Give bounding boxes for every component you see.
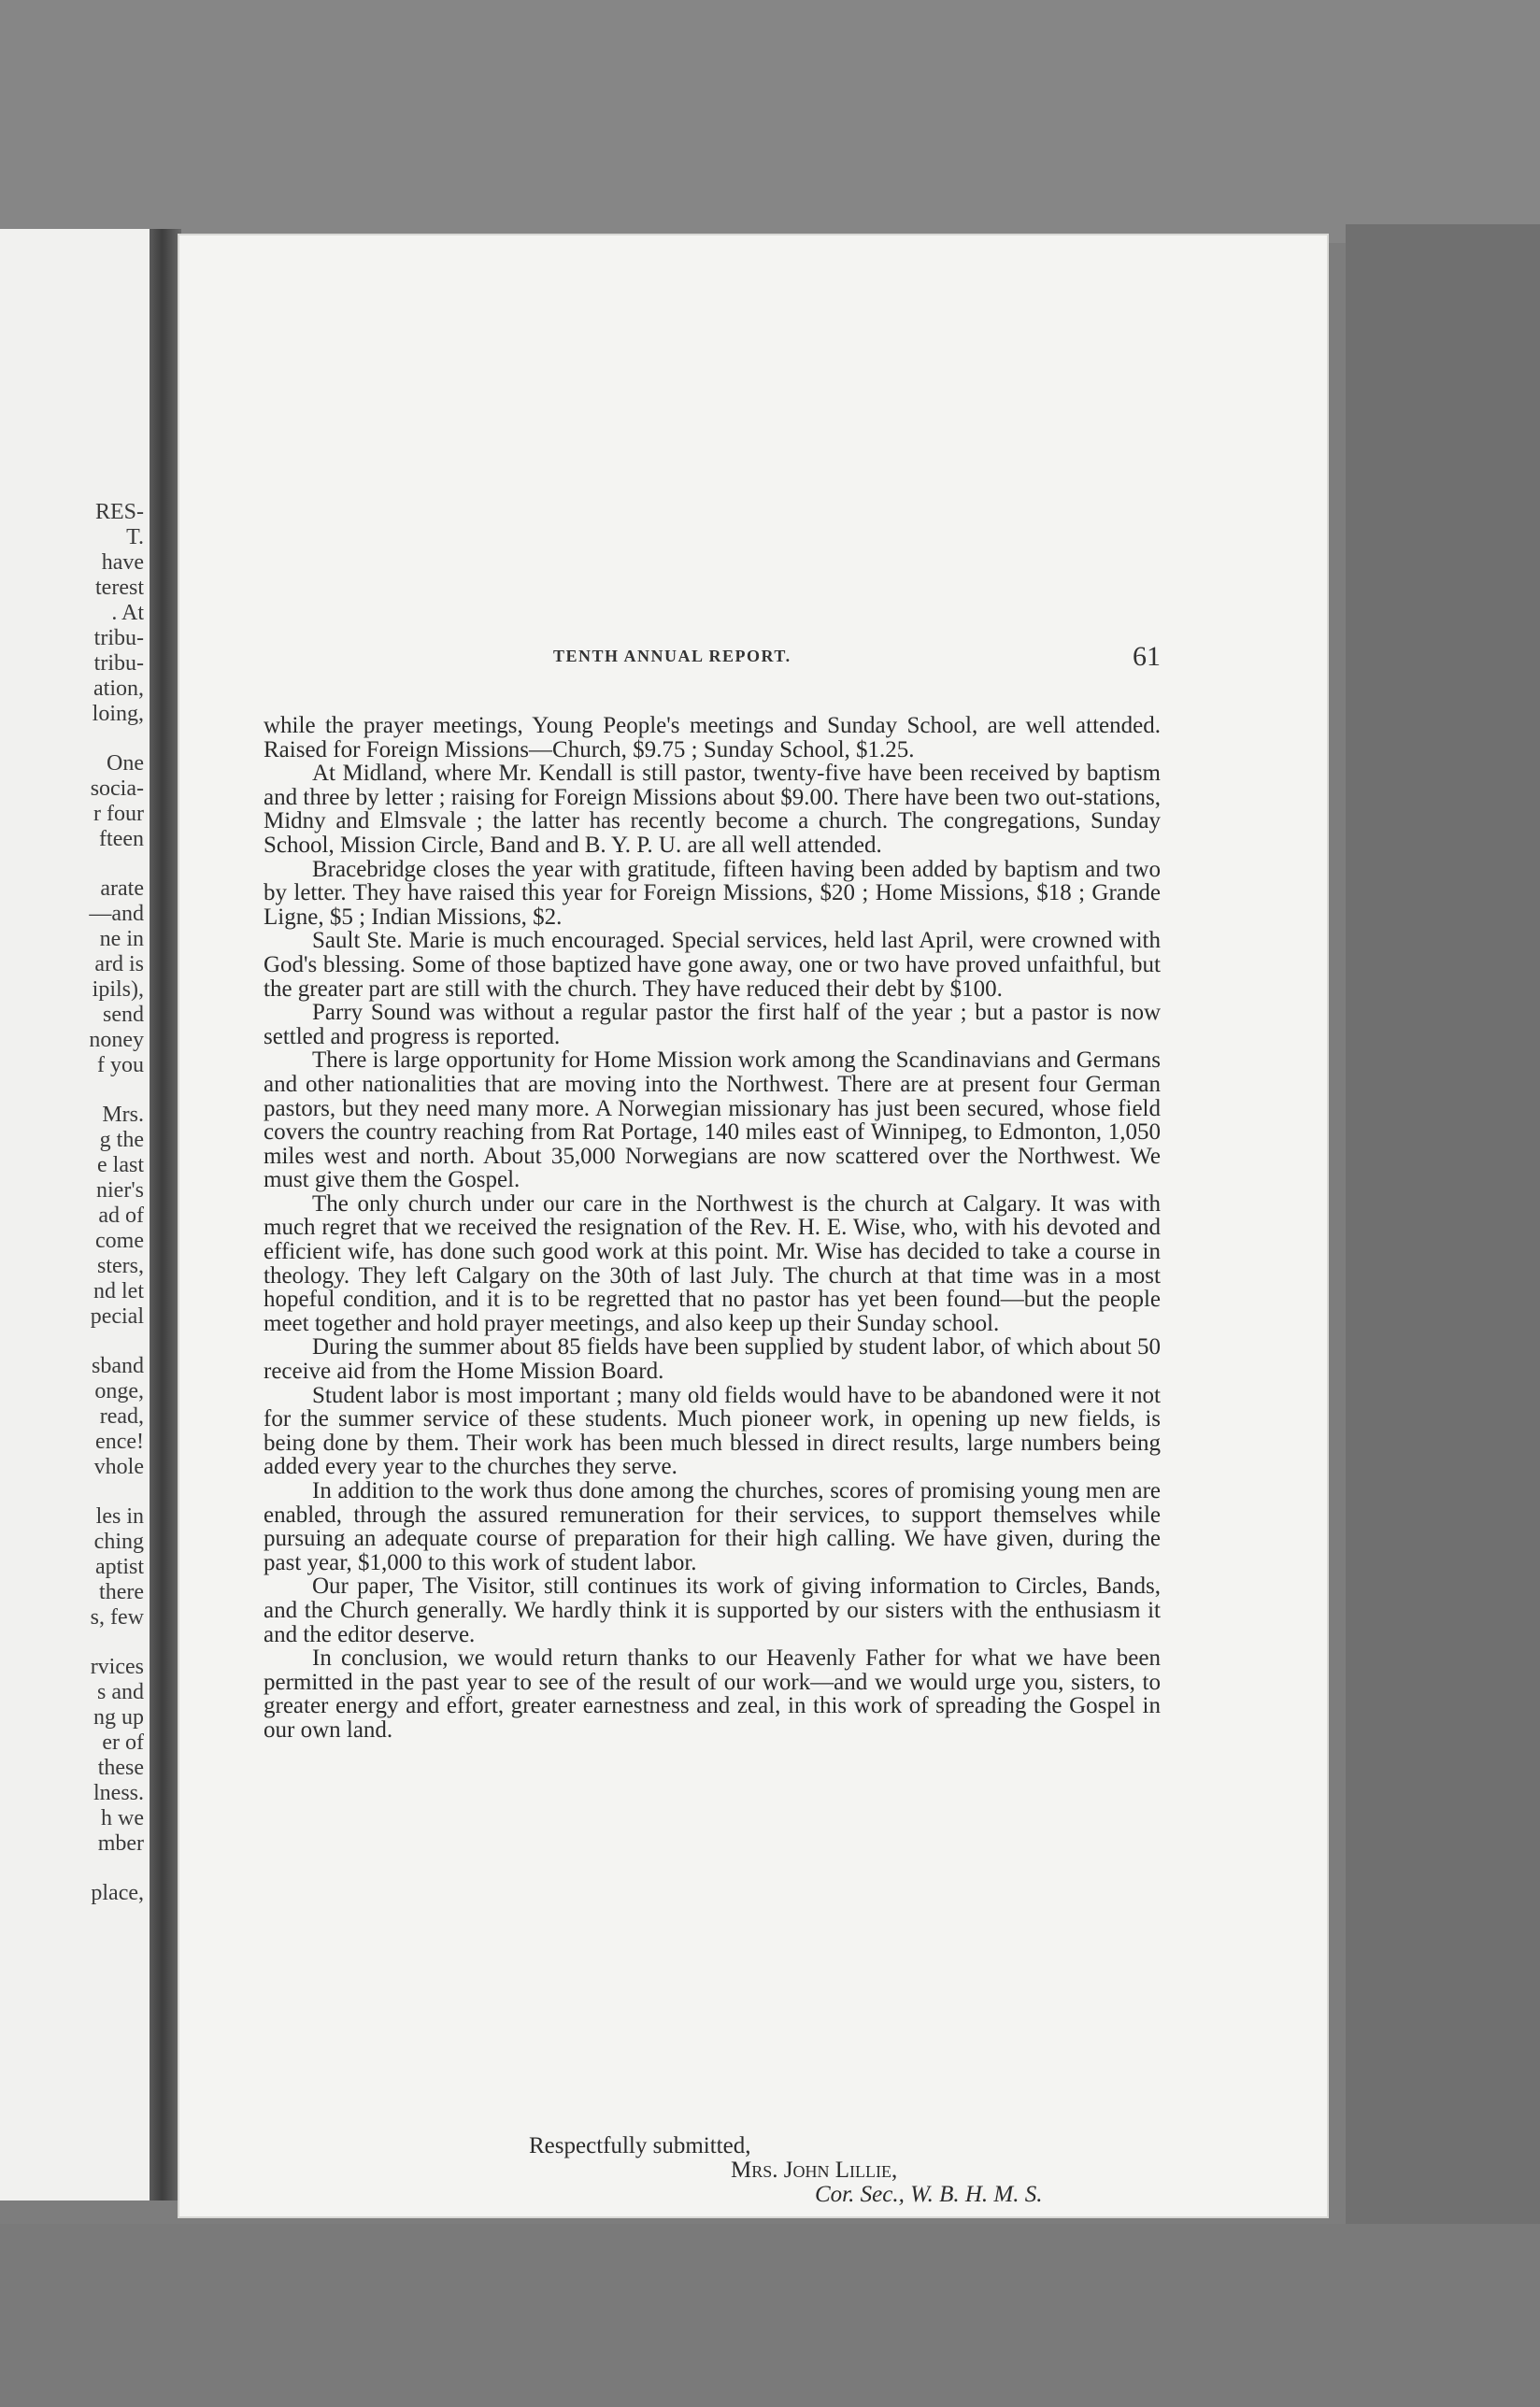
backdrop-top	[0, 0, 1540, 243]
left-page-fragment: lness.	[93, 1781, 144, 1805]
closing-line: Respectfully submitted,	[529, 2133, 751, 2158]
left-page-fragment: ng up	[93, 1705, 144, 1730]
left-page-fragment: —and	[89, 902, 144, 926]
paragraph: In conclusion, we would return thanks to our Heavenly Father for what we have been permitted in the past year to see of the result of our work—and we would urge you, sisters, to greater energy and effort, greater earnestness and zeal, in this work of spreading the Gospel in our own land.	[264, 1645, 1161, 1743]
paragraph: Parry Sound was without a regular pastor the first half of the year ; but a pastor is now settled and progress is reported.	[264, 1000, 1161, 1049]
left-page-fragment: ence!	[95, 1430, 144, 1454]
left-page-fragment: there	[99, 1580, 144, 1604]
left-page-fragment: g the	[99, 1128, 144, 1152]
paragraph: Bracebridge closes the year with gratitude, fifteen having been added by baptism and two by letter. They have raised this year for Foreign Missions, $20 ; Home Missions, $18 ; Grande Ligne, $5 ; Indian Missions, $2.	[264, 856, 1161, 930]
left-facing-page	[0, 229, 157, 2200]
main-page	[179, 235, 1327, 2216]
backdrop-bottom	[0, 2224, 1540, 2407]
left-page-fragment: vhole	[93, 1455, 144, 1479]
left-page-fragment: h we	[101, 1806, 144, 1830]
paragraph: Sault Ste. Marie is much encouraged. Special services, held last April, were crowned with God's blessing. Some of those baptized have gone away, one or two have proved unfaithful, but the greater part are still with the church. They have reduced their debt by $100.	[264, 928, 1161, 1002]
left-page-fragment: these	[97, 1756, 144, 1780]
left-page-fragment: read,	[99, 1404, 144, 1429]
left-page-fragment: loing,	[92, 702, 144, 726]
left-page-fragment: RES-	[94, 500, 144, 524]
left-page-fragment: terest	[95, 576, 144, 600]
left-page-fragment: ard is	[94, 952, 144, 976]
left-page-fragment: come	[95, 1229, 144, 1253]
left-page-fragment: aptist	[95, 1555, 144, 1579]
left-page-fragment: ad of	[98, 1204, 144, 1228]
left-page-fragment: . At	[111, 601, 144, 625]
left-page-fragment: e last	[97, 1153, 144, 1177]
left-page-fragment: ne in	[99, 927, 144, 951]
left-page-fragment: place,	[91, 1881, 144, 1905]
running-head: TENTH ANNUAL REPORT.	[553, 647, 791, 665]
left-page-fragment: s, few	[90, 1605, 144, 1630]
paragraph: During the summer about 85 fields have been supplied by student labor, of which about 50 receive aid from the Home Mission Board.	[264, 1334, 1161, 1385]
left-page-fragment: tribu-	[93, 651, 144, 676]
sign-off	[264, 2134, 1161, 2228]
left-page-fragment: rvices	[90, 1655, 144, 1679]
left-page-fragment: One	[107, 751, 144, 776]
page-header	[179, 641, 1327, 684]
left-page-fragment: pecial	[90, 1304, 144, 1329]
left-page-fragment: noney	[89, 1028, 144, 1052]
left-page-fragment: sband	[92, 1354, 144, 1378]
paragraph: Our paper, The Visitor, still continues its work of giving information to Circles, Bands, and the Church generally. We hardly think it is supported by our sisters with the enthusiasm it and the editor deserve.	[264, 1574, 1161, 1647]
body-text	[264, 713, 1161, 2207]
paragraph: The only church under our care in the Northwest is the church at Calgary. It was with much regret that we received the resignation of the Rev. H. E. Wise, who, with his devoted and efficient wife, has done such good work at this point. Mr. Wise has decided to take a course in theology. They left Calgary on the 30th of last July. The church at that time was in a most hopeful condition, and it is to be regretted that no pastor has yet been found—but the people meet together and hold prayer meetings, and also keep up their Sunday school.	[264, 1190, 1161, 1336]
left-page-fragment: nd let	[93, 1279, 144, 1303]
left-page-fragment: er of	[102, 1730, 144, 1755]
left-page-fragment: mber	[97, 1831, 144, 1856]
page-number: 61	[1133, 641, 1161, 672]
left-page-fragment: socia-	[90, 776, 144, 801]
left-page-fragment: les in	[95, 1504, 144, 1529]
left-page-fragment: r four	[93, 802, 144, 826]
left-page-fragment: Mrs.	[102, 1103, 144, 1127]
left-page-fragment: arate	[100, 876, 144, 901]
left-page-fragment: send	[103, 1003, 144, 1027]
paragraph: At Midland, where Mr. Kendall is still pastor, twenty-five have been received by baptism and three by letter ; raising for Foreign Missions about $9.00. There have been two out-stations, Midny and Elmsvale ; the latter has recently become a church. The congregations, Sunday School, Mission Circle, Band and B. Y. P. U. are all well attended.	[264, 761, 1161, 858]
left-page-fragment: onge,	[94, 1379, 144, 1403]
backdrop-right	[1346, 224, 1540, 2407]
left-page-fragment: ation,	[93, 677, 144, 701]
signature-title: Cor. Sec., W. B. H. M. S.	[815, 2182, 1043, 2207]
book-gutter	[150, 229, 181, 2200]
left-page-fragment: tribu-	[93, 626, 144, 650]
left-page-fragment: nier's	[96, 1178, 144, 1203]
paragraph: while the prayer meetings, Young People's meetings and Sunday School, are well attended. Raised for Foreign Missions—Church, $9.75 ; Sunday School, $1.25.	[264, 713, 1161, 762]
left-page-fragment: fteen	[99, 827, 144, 851]
left-page-fragment: ching	[93, 1530, 144, 1554]
left-page-fragment: s and	[97, 1680, 144, 1704]
left-page-fragment: sters,	[97, 1254, 144, 1278]
paragraph: In addition to the work thus done among the churches, scores of promising young men are enabled, through the assured remuneration for their services, to support themselves while pursuing an adequate course of preparation for their high calling. We have given, during the past year, $1,000 to this work of student labor.	[264, 1478, 1161, 1575]
paragraph: There is large opportunity for Home Mission work among the Scandinavians and Germans and other nationalities that are moving into the Northwest. There are at present four German pastors, but they need many more. A Norwegian missionary has just been secured, whose field covers the country reaching from Rat Portage, 140 miles east of Winnipeg, to Edmonton, 1,050 miles west and north. About 35,000 Norwegians are now scattered over the Northwest. We must give them the Gospel.	[264, 1047, 1161, 1193]
left-page-fragment: T.	[126, 525, 144, 549]
left-page-fragment: have	[101, 550, 144, 575]
paragraph: Student labor is most important ; many old fields would have to be abandoned were it not for the summer service of these students. Much pioneer work, in opening up new fields, is being done by them. Their work has been much blessed in direct results, large numbers being added every year to the churches they serve.	[264, 1382, 1161, 1480]
left-page-fragment: ipils),	[92, 977, 144, 1002]
left-page-fragment: f you	[97, 1053, 144, 1077]
signature-name: Mrs. John Lillie,	[731, 2158, 898, 2183]
